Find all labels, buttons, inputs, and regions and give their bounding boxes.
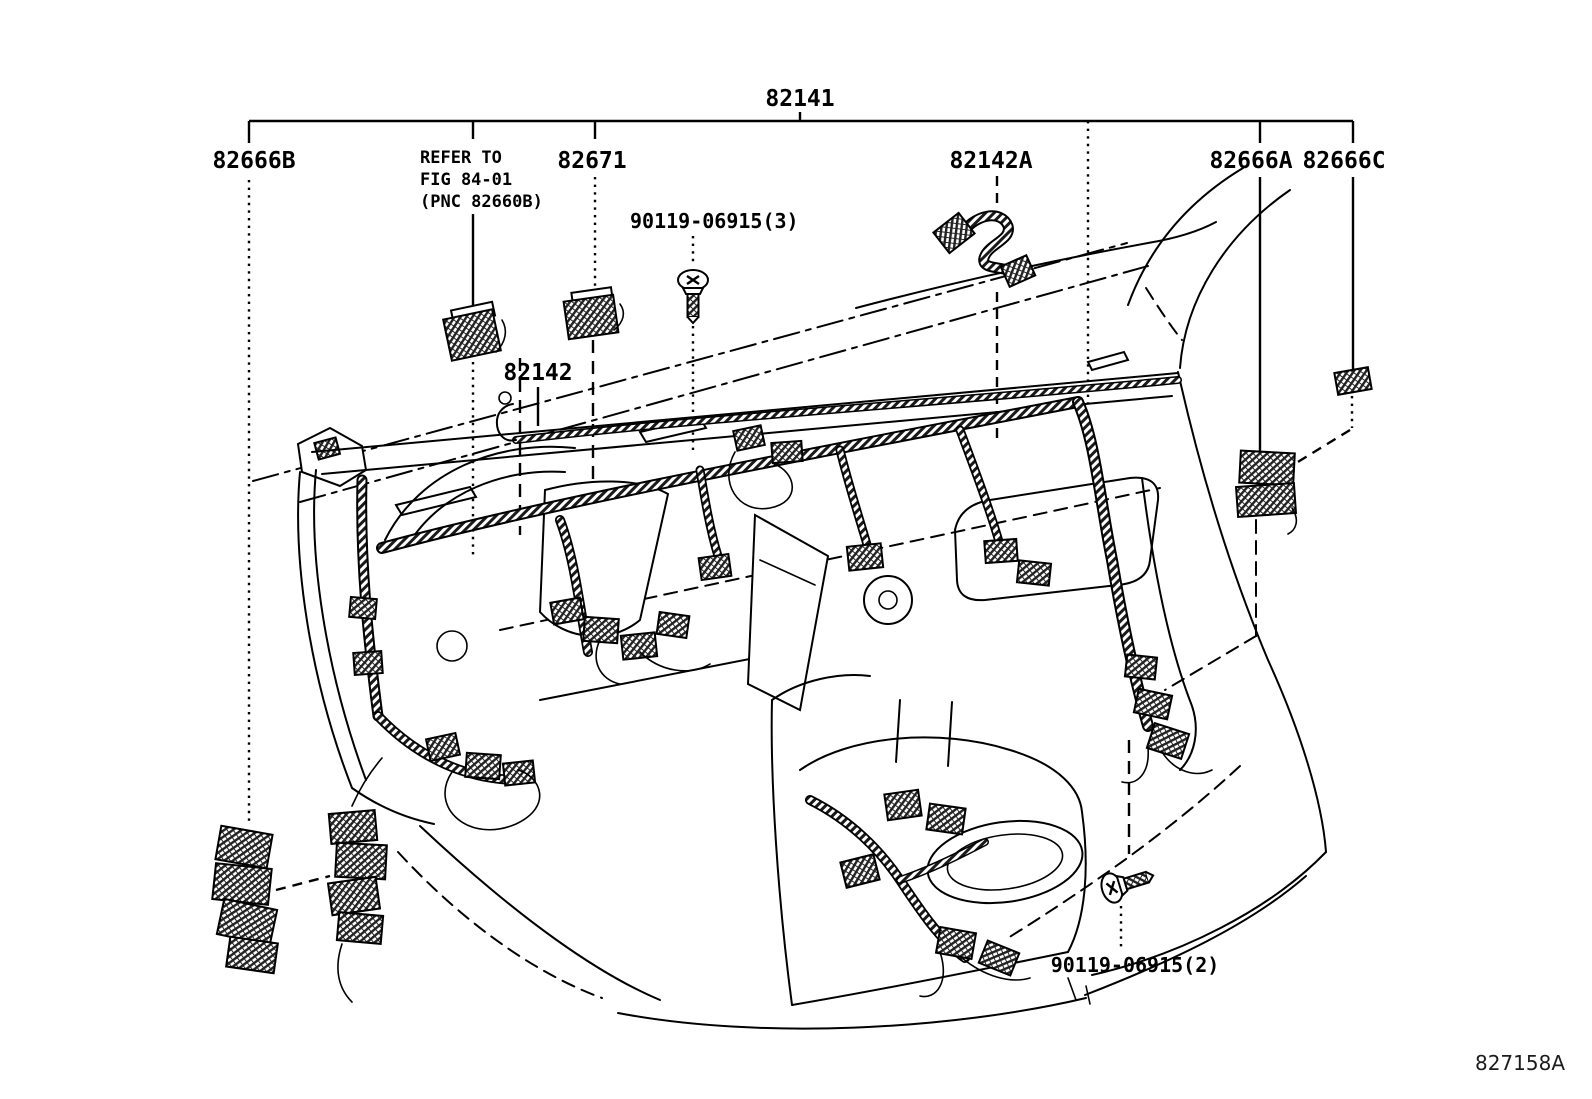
- part-82666B-block: [212, 826, 330, 973]
- connector: [979, 941, 1020, 976]
- floor-lines: [398, 826, 660, 1000]
- refer-note-line1: REFER TO: [420, 148, 502, 168]
- connector-stack-segment: [337, 912, 383, 944]
- defroster-slot-right: [1088, 352, 1128, 370]
- a-pillar-outer: [1128, 168, 1243, 305]
- callout-screw-bottom: 90119-06915(2): [1050, 953, 1220, 977]
- callout-82666C-group: [1288, 121, 1386, 468]
- dash-grommet: [437, 631, 467, 661]
- firewall-grommet-inner: [879, 591, 897, 609]
- connector: [465, 753, 501, 779]
- refer-connector-body: [443, 309, 501, 360]
- tube-82142-clip: [499, 392, 511, 404]
- connector: [503, 760, 535, 785]
- callout-82666B: 82666B: [212, 148, 296, 174]
- console-wire-end: [920, 952, 943, 997]
- junction-link-dashed: [276, 876, 330, 890]
- connector: [353, 651, 382, 675]
- callout-82142A: 82142A: [949, 148, 1033, 174]
- refer-note-line2: FIG 84-01: [420, 170, 513, 190]
- connector: [583, 617, 619, 643]
- a-pillar-inner: [1180, 190, 1290, 368]
- floor-dashed-curve: [1008, 766, 1240, 938]
- mount-dashed-diagonal: [1165, 636, 1256, 690]
- connector-wire: [1122, 748, 1148, 783]
- connector: [847, 543, 883, 570]
- console-opening-edge: [800, 737, 1082, 812]
- firewall-grommet-outer: [864, 576, 912, 624]
- harness-branch-right: [840, 450, 868, 548]
- connector-82666A-lower: [1236, 483, 1296, 517]
- connector-stack-segment: [328, 877, 380, 915]
- connector: [926, 804, 965, 835]
- connector-stack-segment: [329, 810, 377, 844]
- junction-block-segment: [226, 937, 278, 973]
- door-opening-edge: [1178, 372, 1326, 852]
- clip-82666C: [1334, 367, 1371, 395]
- part-82142A-connector-b: [1001, 255, 1036, 286]
- callout-screw-top: 90119-06915(3): [630, 209, 799, 233]
- part-82671-connector: [564, 287, 624, 339]
- dash-face-lower-edge: [540, 655, 770, 700]
- callout-82666B-group: [212, 121, 295, 822]
- connector-82666A-upper: [1239, 451, 1295, 486]
- junction-block-segment: [215, 826, 272, 869]
- callout-82142-group: [503, 360, 572, 426]
- connector: [884, 790, 921, 820]
- center-console: [618, 675, 1090, 1029]
- connector: [771, 441, 802, 463]
- console-front-post-left: [896, 700, 900, 762]
- tunnel-dashed-line: [398, 852, 602, 998]
- callout-bracket-82141: [249, 86, 1353, 121]
- console-front-post-right: [948, 702, 952, 766]
- stack-wire-bottom: [338, 944, 352, 1002]
- harness-branch-mid: [700, 470, 718, 556]
- connector: [699, 554, 732, 580]
- callout-82666A-group: [1209, 121, 1292, 451]
- connector: [1147, 723, 1189, 759]
- part-82666A-connector: [1236, 451, 1296, 534]
- junction-block-segment: [212, 863, 271, 905]
- tunnel-sweep-line: [420, 826, 660, 1000]
- part-refer-82660B-connector: [443, 302, 505, 361]
- connector: [840, 854, 879, 887]
- connector: [984, 539, 1017, 563]
- callout-82671: 82671: [557, 148, 627, 174]
- left-connector-stack: [328, 758, 387, 1002]
- callout-82141: 82141: [765, 86, 835, 112]
- console-mark: [1068, 978, 1076, 1000]
- connector: [1017, 560, 1051, 585]
- console-harness-branch: [900, 842, 985, 880]
- console-left-wall: [772, 700, 792, 1005]
- connector: [733, 425, 765, 450]
- connector: [936, 927, 976, 959]
- console-cup-inner: [944, 827, 1066, 897]
- screw-icon-bottom: [1098, 861, 1157, 905]
- cowl-curve: [856, 222, 1216, 308]
- connector-wire: [596, 640, 620, 684]
- connector-82671-body: [564, 295, 619, 340]
- floor-bottom-curve: [618, 998, 1086, 1029]
- callout-82666A: 82666A: [1209, 148, 1293, 174]
- connector: [657, 612, 690, 638]
- connector: [349, 597, 377, 619]
- connector: [426, 733, 460, 761]
- a-pillar-dash: [1146, 288, 1182, 340]
- refer-note-line3: (PNC 82660B): [420, 192, 543, 212]
- figure-code: 827158A: [1474, 1051, 1566, 1075]
- connector: [621, 632, 657, 659]
- part-82666C-clip: [1334, 367, 1371, 395]
- connector: [550, 598, 583, 625]
- leader-82666C-diagonal: [1288, 430, 1350, 468]
- callout-82666C: 82666C: [1302, 148, 1386, 174]
- connector: [1125, 654, 1157, 679]
- connector-stack-segment: [335, 843, 387, 880]
- screw-icon-top: [678, 270, 708, 323]
- callout-82142: 82142: [503, 360, 573, 386]
